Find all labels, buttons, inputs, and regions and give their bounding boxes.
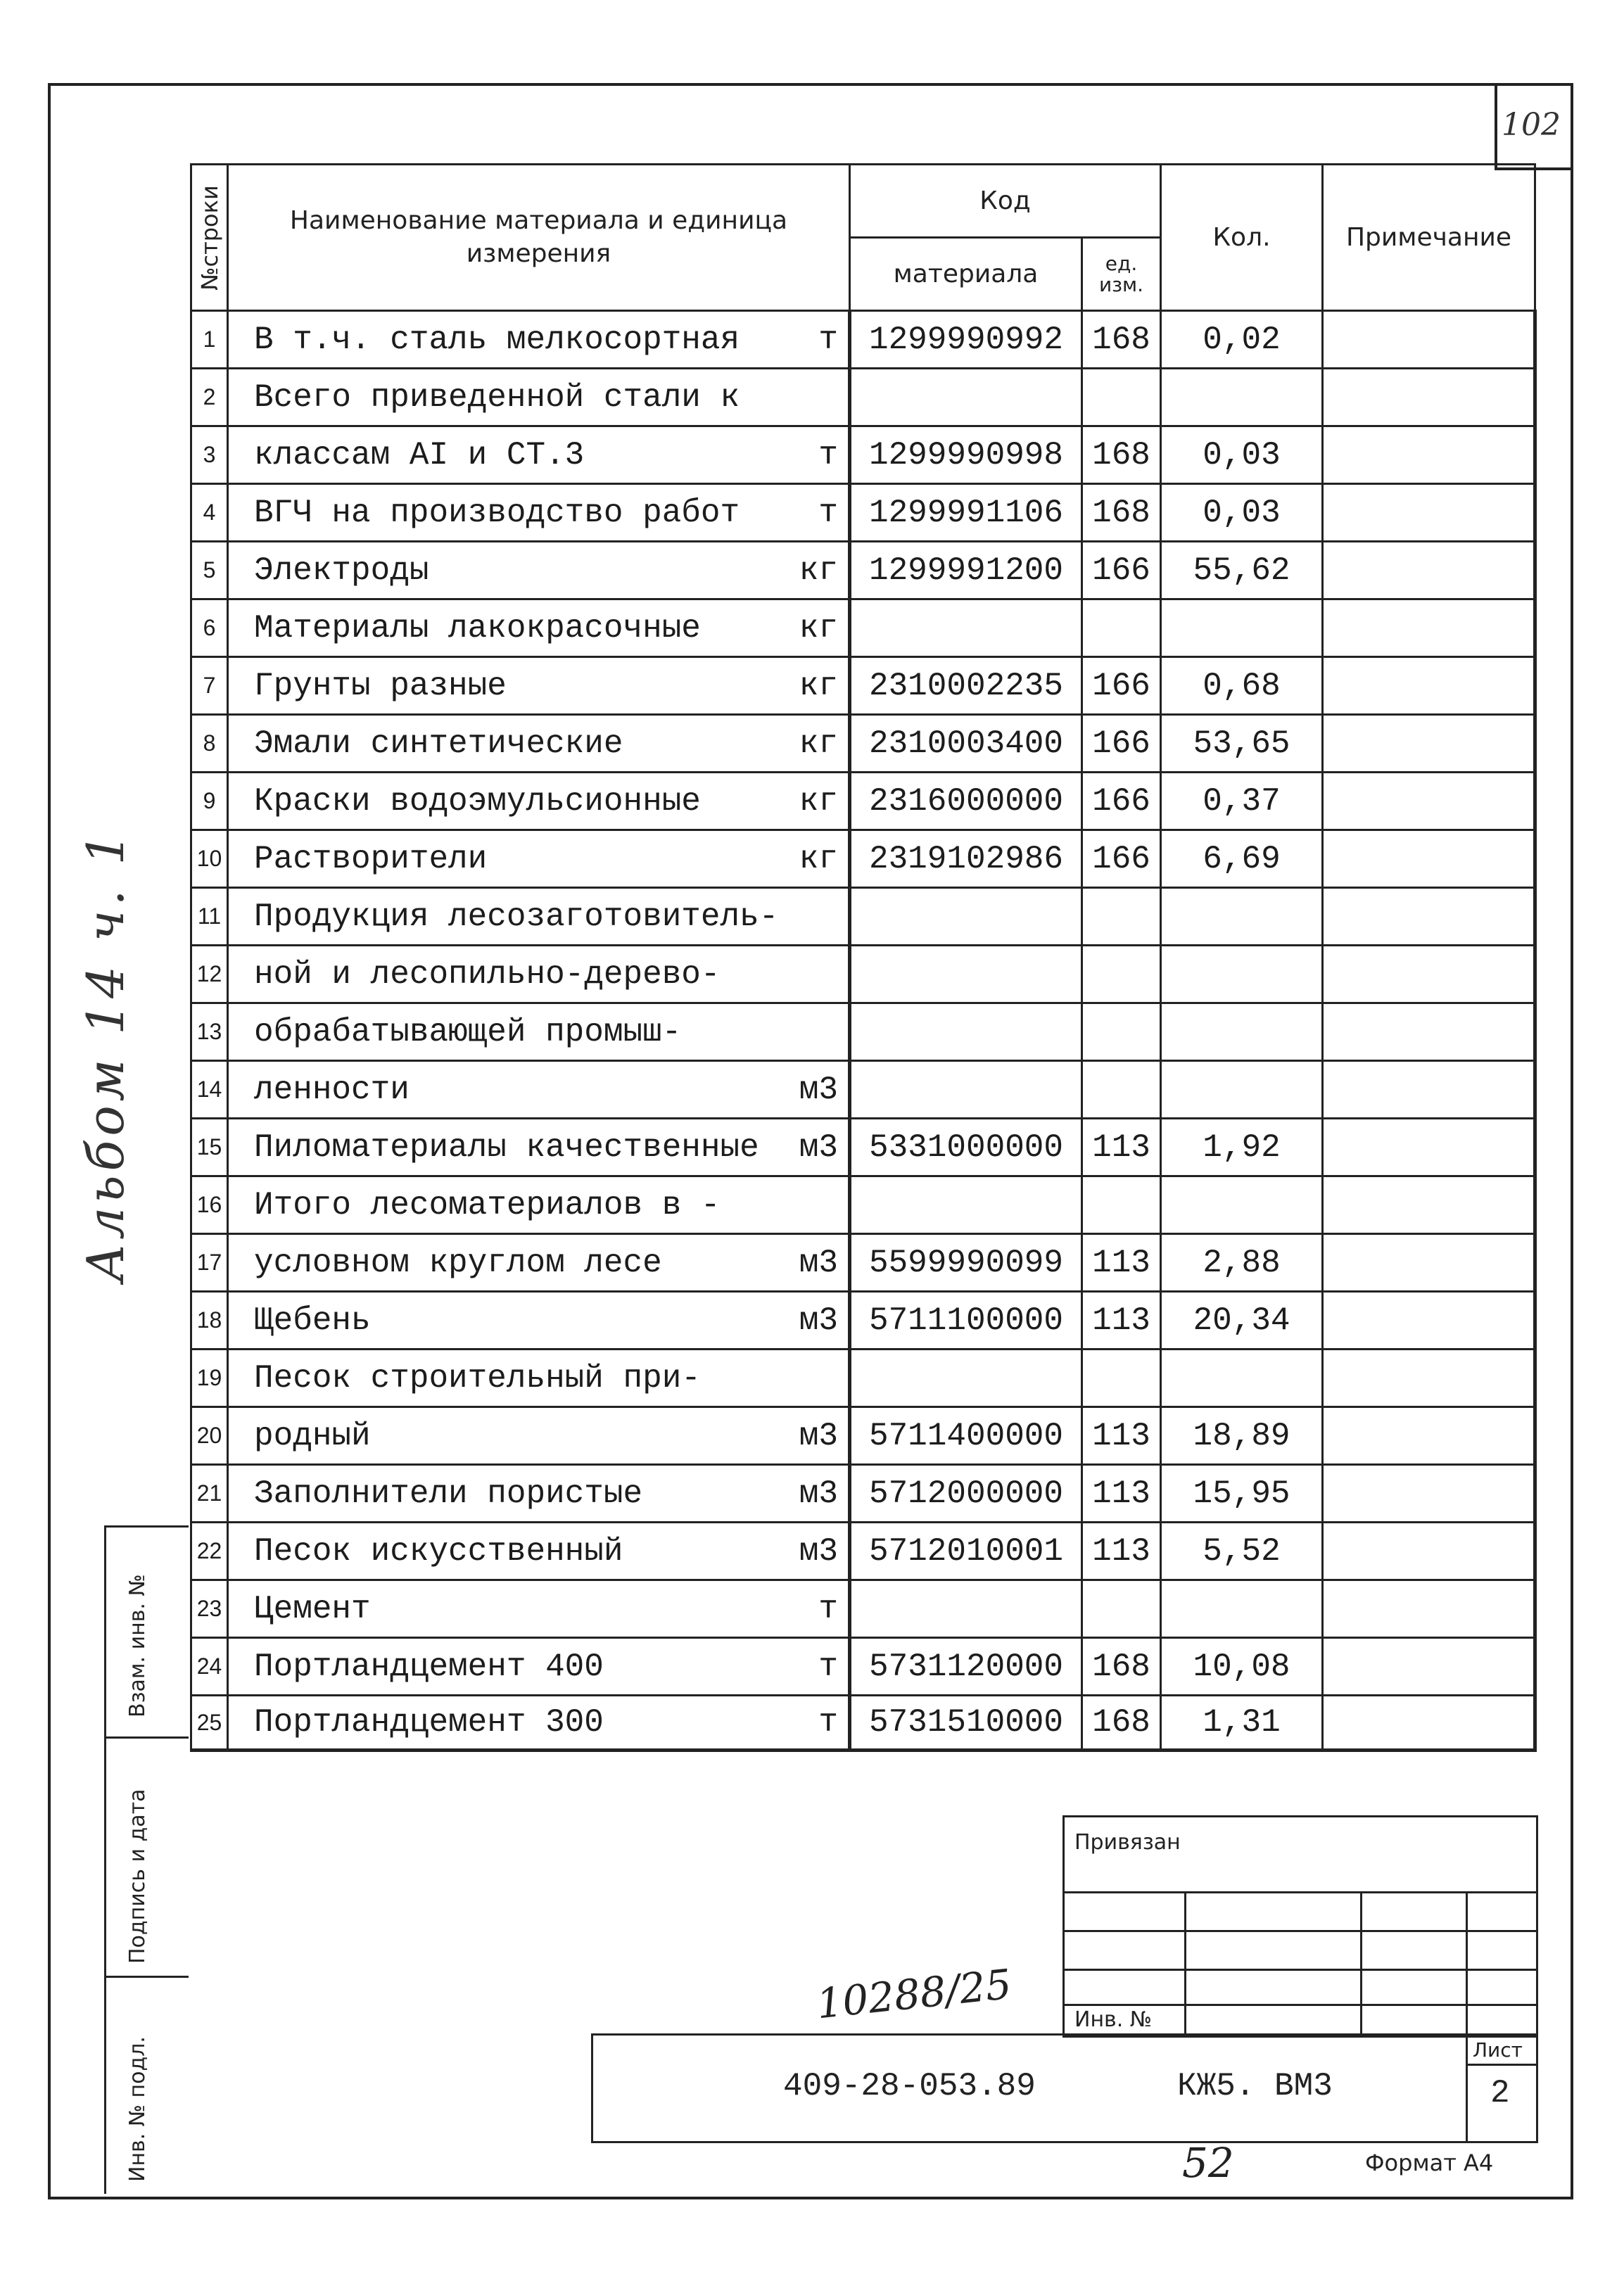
stamp-inv-podl: Инв. № подл.	[104, 1976, 189, 2196]
unit-of-measure: м3	[799, 1071, 838, 1108]
table-row	[191, 946, 1535, 1003]
note	[1323, 657, 1535, 715]
row-number: 13	[191, 1003, 228, 1061]
row-number: 23	[191, 1580, 228, 1638]
binding-block: Привязан Инв. №	[1062, 1815, 1538, 2038]
note	[1323, 773, 1535, 830]
unit-of-measure: т	[818, 436, 838, 474]
note	[1323, 1465, 1535, 1523]
material-name: Всего приведенной стали к	[228, 369, 850, 426]
quantity	[1161, 1003, 1323, 1061]
note	[1323, 1523, 1535, 1580]
material-code	[850, 1580, 1082, 1638]
material-code	[850, 1176, 1082, 1234]
row-number: 10	[191, 830, 228, 888]
unit-of-measure: м3	[799, 1532, 838, 1570]
material-name: Пиломатериалы качественные м3	[228, 1119, 850, 1176]
table-row	[191, 1061, 1535, 1119]
unit-code: 113	[1082, 1119, 1161, 1176]
material-code: 5711400000	[850, 1407, 1082, 1465]
material-name: Портландцемент 400 т	[228, 1638, 850, 1696]
row-number: 25	[191, 1696, 228, 1751]
header-qty: Кол.	[1161, 165, 1323, 311]
unit-code	[1082, 1061, 1161, 1119]
table-row	[191, 1407, 1535, 1465]
note	[1323, 888, 1535, 946]
table-row	[191, 888, 1535, 946]
quantity: 20,34	[1161, 1292, 1323, 1350]
unit-code: 166	[1082, 542, 1161, 599]
material-code: 5331000000	[850, 1119, 1082, 1176]
stamp-vzam: Взам. инв. №	[104, 1525, 189, 1739]
unit-code	[1082, 1003, 1161, 1061]
unit-code: 113	[1082, 1407, 1161, 1465]
quantity: 0,68	[1161, 657, 1323, 715]
table-row	[191, 484, 1535, 542]
handwritten-number: 52	[1182, 2139, 1234, 2187]
quantity: 53,65	[1161, 715, 1323, 773]
note	[1323, 1407, 1535, 1465]
unit-code: 113	[1082, 1234, 1161, 1292]
sheet-number: 2	[1490, 2075, 1510, 2112]
unit-code: 113	[1082, 1523, 1161, 1580]
material-code: 1299991200	[850, 542, 1082, 599]
note	[1323, 1580, 1535, 1638]
note	[1323, 369, 1535, 426]
note	[1323, 1119, 1535, 1176]
unit-code	[1082, 369, 1161, 426]
row-number: 3	[191, 426, 228, 484]
material-name: Продукция лесозаготовитель-	[228, 888, 850, 946]
table-row	[191, 599, 1535, 657]
quantity: 55,62	[1161, 542, 1323, 599]
unit-of-measure: кг	[799, 667, 838, 704]
quantity: 5,52	[1161, 1523, 1323, 1580]
material-code: 5712010001	[850, 1523, 1082, 1580]
material-name: Грунты разные кг	[228, 657, 850, 715]
row-number: 21	[191, 1465, 228, 1523]
quantity: 6,69	[1161, 830, 1323, 888]
note	[1323, 1176, 1535, 1234]
sheet-label: Лист	[1473, 2038, 1523, 2062]
materials-table	[190, 163, 1537, 1752]
quantity: 0,02	[1161, 311, 1323, 369]
note	[1323, 484, 1535, 542]
material-code: 5731510000	[850, 1696, 1082, 1751]
unit-code: 166	[1082, 830, 1161, 888]
table-row	[191, 1292, 1535, 1350]
unit-code: 168	[1082, 1638, 1161, 1696]
table-row	[191, 311, 1535, 369]
row-number: 22	[191, 1523, 228, 1580]
material-name: Эмали синтетические кг	[228, 715, 850, 773]
material-name: ной и лесопильно-дерево-	[228, 946, 850, 1003]
material-code	[850, 1350, 1082, 1407]
quantity: 18,89	[1161, 1407, 1323, 1465]
row-number: 15	[191, 1119, 228, 1176]
header-unit: ед. изм.	[1082, 238, 1161, 311]
material-code: 2316000000	[850, 773, 1082, 830]
note	[1323, 1696, 1535, 1751]
title-block-main	[591, 2033, 1538, 2143]
material-name: Портландцемент 300 т	[228, 1696, 850, 1751]
row-number: 2	[191, 369, 228, 426]
row-number: 6	[191, 599, 228, 657]
quantity: 1,31	[1161, 1696, 1323, 1751]
material-name: классам АI и СТ.3 т	[228, 426, 850, 484]
header-note: Примечание	[1323, 165, 1535, 311]
unit-code	[1082, 946, 1161, 1003]
unit-code: 166	[1082, 773, 1161, 830]
table-row	[191, 1350, 1535, 1407]
header-code: Код	[850, 165, 1161, 238]
material-code: 1299990992	[850, 311, 1082, 369]
table-row	[191, 542, 1535, 599]
material-name: родный м3	[228, 1407, 850, 1465]
table-row	[191, 1003, 1535, 1061]
unit-code: 168	[1082, 426, 1161, 484]
note	[1323, 542, 1535, 599]
unit-code	[1082, 1176, 1161, 1234]
note	[1323, 1003, 1535, 1061]
unit-code	[1082, 1350, 1161, 1407]
table-row	[191, 1119, 1535, 1176]
table-row	[191, 657, 1535, 715]
material-name: Цемент т	[228, 1580, 850, 1638]
unit-of-measure: т	[818, 1704, 838, 1741]
row-number: 17	[191, 1234, 228, 1292]
unit-code	[1082, 888, 1161, 946]
document-mark: КЖ5. ВМ3	[1177, 2068, 1333, 2104]
quantity: 0,03	[1161, 484, 1323, 542]
material-code: 5731120000	[850, 1638, 1082, 1696]
material-name: Песок строительный при-	[228, 1350, 850, 1407]
unit-code: 113	[1082, 1292, 1161, 1350]
material-code: 2319102986	[850, 830, 1082, 888]
material-code	[850, 946, 1082, 1003]
page-number: 102	[1502, 107, 1561, 143]
quantity	[1161, 888, 1323, 946]
unit-code	[1082, 599, 1161, 657]
row-number: 24	[191, 1638, 228, 1696]
unit-of-measure: т	[818, 321, 838, 358]
table-row	[191, 1696, 1535, 1751]
material-code: 5599990099	[850, 1234, 1082, 1292]
header-material: материала	[850, 238, 1082, 311]
material-name: Электроды кг	[228, 542, 850, 599]
material-name: Заполнители пористые м3	[228, 1465, 850, 1523]
material-code	[850, 369, 1082, 426]
material-name: Растворители кг	[228, 830, 850, 888]
note	[1323, 1061, 1535, 1119]
row-number: 1	[191, 311, 228, 369]
quantity	[1161, 1061, 1323, 1119]
quantity: 0,37	[1161, 773, 1323, 830]
quantity	[1161, 369, 1323, 426]
row-number: 16	[191, 1176, 228, 1234]
stamp-podpis: Подпись и дата	[104, 1736, 189, 1978]
unit-code: 113	[1082, 1465, 1161, 1523]
row-number: 4	[191, 484, 228, 542]
material-code	[850, 1061, 1082, 1119]
header-row-number: №строки	[191, 165, 228, 311]
table-row	[191, 369, 1535, 426]
material-name: ленности м3	[228, 1061, 850, 1119]
format-label: Формат А4	[1365, 2150, 1494, 2176]
signature: 10288/25	[814, 1960, 1014, 2028]
row-number: 20	[191, 1407, 228, 1465]
table-row	[191, 830, 1535, 888]
header-name: Наименование материала и единица измерения	[228, 165, 850, 311]
material-code: 1299990998	[850, 426, 1082, 484]
material-code: 1299991106	[850, 484, 1082, 542]
table-row	[191, 1638, 1535, 1696]
material-name: обрабатывающей промыш-	[228, 1003, 850, 1061]
material-name: В т.ч. сталь мелкосортная т	[228, 311, 850, 369]
quantity: 2,88	[1161, 1234, 1323, 1292]
note	[1323, 599, 1535, 657]
material-name: Песок искусственный м3	[228, 1523, 850, 1580]
unit-of-measure: т	[818, 494, 838, 531]
quantity: 0,03	[1161, 426, 1323, 484]
material-name: условном круглом лесе м3	[228, 1234, 850, 1292]
note	[1323, 1638, 1535, 1696]
quantity	[1161, 1580, 1323, 1638]
unit-of-measure: кг	[799, 609, 838, 647]
table-row	[191, 1176, 1535, 1234]
unit-code: 168	[1082, 311, 1161, 369]
unit-code: 168	[1082, 1696, 1161, 1751]
unit-of-measure: кг	[799, 725, 838, 762]
unit-of-measure: м3	[799, 1302, 838, 1339]
unit-of-measure: кг	[799, 840, 838, 877]
unit-code: 168	[1082, 484, 1161, 542]
material-code	[850, 888, 1082, 946]
row-number: 12	[191, 946, 228, 1003]
unit-of-measure: кг	[799, 782, 838, 820]
quantity	[1161, 1176, 1323, 1234]
material-code: 2310002235	[850, 657, 1082, 715]
album-annotation: Альбом 14 ч. 1	[76, 828, 135, 1283]
unit-code: 166	[1082, 657, 1161, 715]
quantity: 15,95	[1161, 1465, 1323, 1523]
note	[1323, 830, 1535, 888]
material-name: ВГЧ на производство работ т	[228, 484, 850, 542]
row-number: 14	[191, 1061, 228, 1119]
quantity	[1161, 946, 1323, 1003]
unit-code: 166	[1082, 715, 1161, 773]
quantity	[1161, 599, 1323, 657]
table-row	[191, 1580, 1535, 1638]
note	[1323, 1350, 1535, 1407]
row-number: 19	[191, 1350, 228, 1407]
row-number: 9	[191, 773, 228, 830]
table-row	[191, 1523, 1535, 1580]
material-code: 2310003400	[850, 715, 1082, 773]
table-row	[191, 773, 1535, 830]
quantity	[1161, 1350, 1323, 1407]
row-number: 8	[191, 715, 228, 773]
row-number: 18	[191, 1292, 228, 1350]
note	[1323, 311, 1535, 369]
unit-of-measure: м3	[799, 1244, 838, 1281]
material-name: Краски водоэмульсионные кг	[228, 773, 850, 830]
table-row	[191, 715, 1535, 773]
material-code: 5711100000	[850, 1292, 1082, 1350]
unit-of-measure: м3	[799, 1129, 838, 1166]
note	[1323, 1292, 1535, 1350]
material-code	[850, 1003, 1082, 1061]
row-number: 7	[191, 657, 228, 715]
unit-of-measure: м3	[799, 1417, 838, 1454]
quantity: 10,08	[1161, 1638, 1323, 1696]
table-row	[191, 1465, 1535, 1523]
unit-of-measure: кг	[799, 552, 838, 589]
material-code: 5712000000	[850, 1465, 1082, 1523]
material-code	[850, 599, 1082, 657]
unit-of-measure: т	[818, 1590, 838, 1627]
document-code: 409-28-053.89	[783, 2068, 1036, 2104]
quantity: 1,92	[1161, 1119, 1323, 1176]
material-name: Итого лесоматериалов в -	[228, 1176, 850, 1234]
note	[1323, 946, 1535, 1003]
note	[1323, 1234, 1535, 1292]
note	[1323, 426, 1535, 484]
table-row	[191, 1234, 1535, 1292]
material-name: Материалы лакокрасочные кг	[228, 599, 850, 657]
material-name: Щебень м3	[228, 1292, 850, 1350]
unit-code	[1082, 1580, 1161, 1638]
table-row	[191, 426, 1535, 484]
unit-of-measure: м3	[799, 1475, 838, 1512]
note	[1323, 715, 1535, 773]
unit-of-measure: т	[818, 1648, 838, 1685]
row-number: 11	[191, 888, 228, 946]
row-number: 5	[191, 542, 228, 599]
